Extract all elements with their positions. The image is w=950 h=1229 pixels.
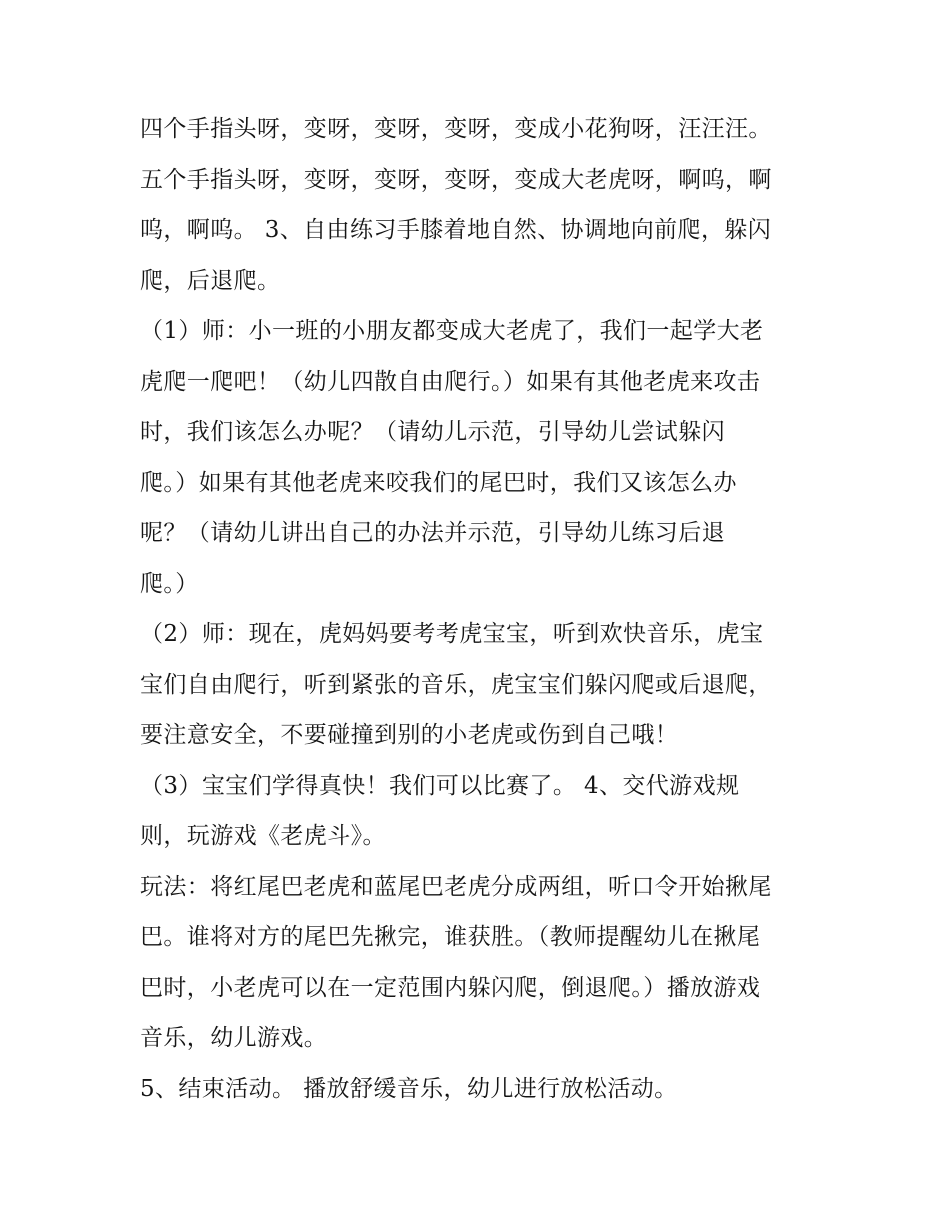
text-line: 四个手指头呀，变呀，变呀，变呀，变成小花狗呀，汪汪汪。	[140, 116, 772, 142]
text-line: 宝们自由爬行，听到紧张的音乐，虎宝宝们躲闪爬或后退爬，	[140, 671, 772, 698]
text-line: 虎爬一爬吧！（幼儿四散自由爬行。）如果有其他老虎来攻击	[140, 368, 761, 395]
text-line: （3）宝宝们学得真快！我们可以比赛了。 4、交代游戏规	[140, 772, 740, 799]
text-line: 五个手指头呀，变呀，变呀，变呀，变成大老虎呀，啊呜，啊	[140, 166, 772, 193]
text-line: （2）师：现在，虎妈妈要考考虎宝宝，听到欢快音乐，虎宝	[140, 621, 764, 647]
text-line: 巴。谁将对方的尾巴先揪完，谁获胜。（教师提醒幼儿在揪尾	[140, 924, 761, 950]
text-line: 要注意安全，不要碰撞到别的小老虎或伤到自己哦！	[140, 722, 679, 748]
text-line: 5、结束活动。 播放舒缓音乐，幼儿进行放松活动。	[140, 1075, 678, 1102]
text-line: 玩法：将红尾巴老虎和蓝尾巴老虎分成两组，听口令开始揪尾	[140, 873, 772, 900]
text-line: 时，我们该怎么办呢？（请幼儿示范，引导幼儿尝试躲闪	[140, 419, 725, 445]
text-line: 爬，后退爬。	[140, 267, 281, 294]
text-line: （1）师：小一班的小朋友都变成大老虎了，我们一起学大老	[140, 318, 764, 344]
text-line: 音乐，幼儿游戏。	[140, 1025, 328, 1051]
text-line: 呜，啊呜。 3、自由练习手膝着地自然、协调地向前爬，躲闪	[140, 217, 772, 243]
text-line: 爬。）如果有其他老虎来咬我们的尾巴时，我们又该怎么办	[140, 469, 737, 496]
text-line: 呢？（请幼儿讲出自己的办法并示范，引导幼儿练习后退	[140, 520, 725, 546]
text-line: 爬。）	[140, 570, 199, 597]
text-line: 巴时，小老虎可以在一定范围内躲闪爬，倒退爬。）播放游戏	[140, 974, 761, 1001]
text-line: 则，玩游戏《老虎斗》。	[140, 823, 386, 849]
